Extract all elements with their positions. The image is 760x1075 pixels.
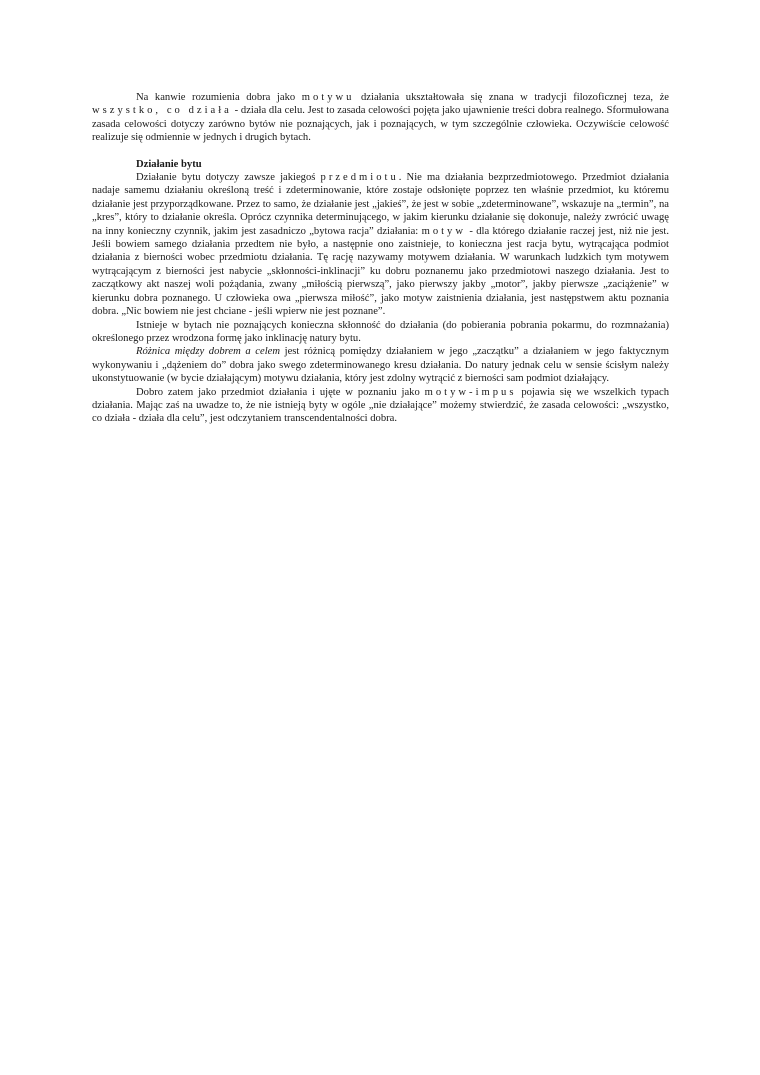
paragraph-text: działania ukształtowała się znana w tradycji filozoficznej teza, że xyxy=(354,92,669,103)
paragraph-text: - działa dla celu. Jest to zasada celowości pojęta jako ujawnienie treści dobra realnego. Sformułowana zasada celowości dotyczy zarówno bytów nie poznających, jak i poznających, w tym szczególnie człowieka. Oczywiście celowość realizuje się odmiennie w jednych i drugich bytach. xyxy=(92,105,669,144)
section-heading: Działanie bytu xyxy=(136,158,202,170)
paragraph-2 xyxy=(92,171,669,318)
paragraph-3: Istnieje w bytach nie poznających konieczna skłonność do działania (do pobierania pobrania pokarmu, do rozmnażania) określonego przez wrodzona formę jako inklinację natury bytu. xyxy=(92,319,669,344)
document-body xyxy=(92,91,669,426)
paragraph-text: jest różnicą pomiędzy działaniem w jego „zaczątku” a działaniem w jego faktycznym wykonywaniu i „dążeniem do” dobra jako swego zdeterminowanego kresu działania. Do natury jednak celu w sensie ścisłym należy ukonstytuowanie (w bycie działającym) motywu działania, który jest zdolny wytrącić z bierności sam podmiot działający. xyxy=(92,346,669,385)
spaced-term-motyw-impus: motyw-impus xyxy=(424,386,517,398)
spaced-term-motyw: motyw xyxy=(421,225,467,237)
spaced-term-przedmiotu: przedmiotu xyxy=(320,172,399,184)
paragraph-text: Na kanwie rozumienia dobra jako xyxy=(136,92,302,103)
spaced-term-wszystko-co-dziala: wszystko, co działa xyxy=(92,105,232,117)
italic-term: Różnica między dobrem a celem xyxy=(136,346,280,358)
paragraph-text: - dla którego działanie raczej jest, niż nie jest. Jeśli bowiem samego działania przedtem nie było, a następnie ono zaistnieje, to konieczna jest racja bytu, wytrącająca podmiot działania z bierności wobec przedmiotu działania. Tę rację nazywamy motywem działania. W warunkach ludzkich tym motywem wytrącającym z bierności jest nabycie „skłonności-inklinacji” ku dobru poznanemu jako przedmiotowi naszego działania. Jest to zaczątkowy akt naszej woli pożądania, zwany „miłością pierwszą”, jako pierwszy jakby „motor”, jakby pierwsze „zaciążenie” w kierunku dobra poznanego. U człowieka owa „pierwsza miłość”, jako motyw zaistnienia działania, jest następstwem aktu poznania dobra. „Nic bowiem nie jest chciane - jeśli wpierw nie jest poznane”. xyxy=(92,225,669,318)
paragraph-5 xyxy=(92,386,669,426)
paragraph-1 xyxy=(92,91,669,145)
paragraph-gap xyxy=(92,145,669,158)
spaced-term-motywu: motywu xyxy=(301,92,355,103)
paragraph-text: Działanie bytu dotyczy zawsze jakiegoś xyxy=(136,172,321,184)
paragraph-text: . Nie ma działania bezprzedmiotowego. Przedmiot działania nadaje samemu działaniu określoną treść i zdeterminowanie, które zostaje odsłonięte poprzez ten właśnie przedmiot, ku któremu działanie jest przyporządkowane. Przez to samo, że działanie jest „jakieś”, że jest w sobie „zdeterminowane”, wskazuje na „termin”, na „kres”, który to działanie określa. Oprócz czynnika determinującego, w jakim kierunku działanie się dokonuje, należy zwrócić uwagę na inny konieczny czynnik, jakim jest zasadniczo „bytowa racja” działania: xyxy=(92,172,669,237)
paragraph-text: pojawia się we wszelkich typach działania. Mając zaś na uwadze to, że nie istnieją byty w ogóle „nie działające” możemy stwierdzić, że zasada celowości: „wszystko, co działa - działa dla celu”, jest odczytaniem transcendentalności dobra. xyxy=(92,386,670,425)
paragraph-4 xyxy=(92,345,669,385)
paragraph-text: Dobro zatem jako przedmiot działania i ujęte w poznaniu jako xyxy=(136,386,425,398)
